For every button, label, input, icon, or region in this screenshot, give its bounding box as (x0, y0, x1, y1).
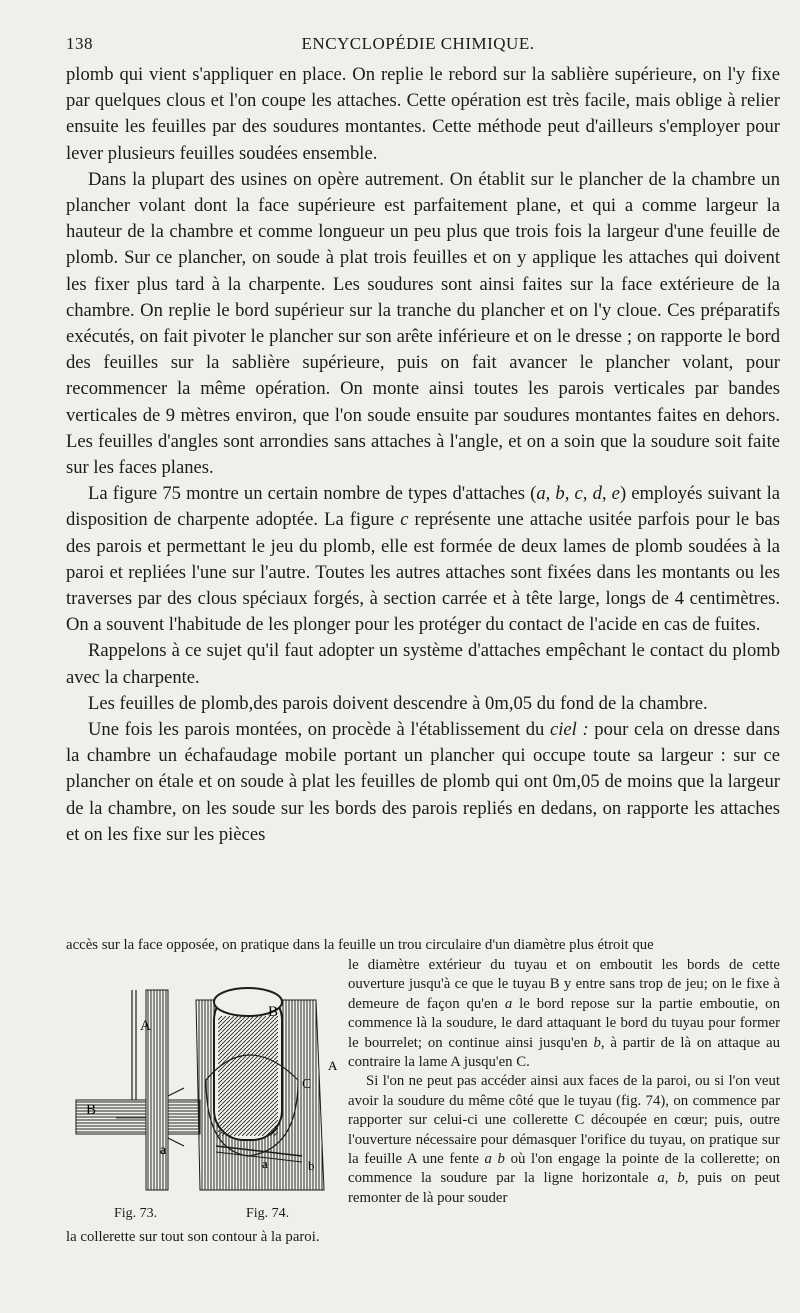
page-number: 138 (66, 34, 93, 53)
paragraph-2: Dans la plupart des usines on opère autrement. On établit sur le plancher de la chambre un plancher volant dont la face supérieure est parfaitement plane, et qui a comme largeur la hauteur de la chambre et comme longueur un peu plus que trois fois la largeur d'une feuille de plomb. Sur ce plancher, on soude à plat trois feuilles et on y applique les attaches qui doivent les fixer plus tard à la charpente. Les soudures sont ainsi faites sur la face extérieure de la chambre. On replie le bord supérieur sur la tranche du plancher et on l'y cloue. Ces préparatifs exécutés, on fait pivoter le plancher sur son arête inférieure et on le dresse ; on rapporte le bord des feuilles sur la sablière supérieure, puis on fait avancer le plancher volant, pour recommencer la même opération. On monte ainsi toutes les parois verticales par bandes verticales de 9 mètres environ, que l'on soude ensuite par soudures montantes faites en dehors. Les feuilles d'angles sont arrondies sans attaches à l'angle, et on a soin que la soudure soit faite sur les faces planes. (66, 168, 780, 479)
p3-part-d: représente une attache usitée parfois pour le bas des parois et permettant le jeu du plomb, elle est formée de deux lames de plomb soudées à la paroi et repliées l'une sur l'autre. Toutes les autres attaches sont fixées dans les montants ou les traverses par des clous spéciaux forgés, à section carrée et à tête large, longs de 4 centimètres. On a souvent l'habitude de les plonger pour les protéger du contact de l'acide en cas de fuites. (66, 509, 780, 636)
p3-fig-c: c (400, 509, 409, 531)
paragraph-6 (66, 717, 780, 848)
fig74-caption: Fig. 74. (246, 1206, 290, 1221)
label-b-right: b (308, 1158, 315, 1173)
col-p2-b: où l'on engage la pointe de la collerette; on commence la soudure par la ligne horizontale (348, 1151, 780, 1187)
p3-part-a: La figure 75 montre un certain nombre de types d'attaches ( (88, 483, 537, 505)
fig73-caption: Fig. 73. (114, 1206, 158, 1221)
paragraph-4: Rappelons à ce sujet qu'il faut adopter un système d'attaches empêchant le contact du plomb avec la charpente. (66, 640, 780, 688)
label-B-left: B (86, 1102, 97, 1118)
label-a-right: a (262, 1156, 268, 1171)
page-header (66, 34, 770, 60)
col-p2-a: Si l'on ne peut pas accéder ainsi aux faces de la paroi, ou si l'on veut avoir la soudure du même côté que le tuyau (fig. 74), on commence par rapporter sur celui-ci une collerette C découpée en cœur; puis, outre l'ouverture nécessaire pour démasquer l'orifice du tuyau, on pratique sur la feuille A une fente (348, 1073, 780, 1168)
paragraph-5: Les feuilles de plomb,des parois doivent descendre à 0m,05 du fond de la chambre. (88, 692, 708, 714)
p3-part-b: ) employés suivant la disposition de charpente adoptée. La figure (66, 483, 780, 531)
lower-last-line: la collerette sur tout son contour à la paroi. (66, 1229, 320, 1245)
label-a-left: a (160, 1143, 167, 1158)
col-p1-letter-a: a (504, 995, 513, 1012)
col-p1-a: le diamètre extérieur du tuyau et on emboutit les bords de cette ouverture jusqu'à ce que le tuyau B y entre sans trop de jeu; on le fixe à demeure de façon qu'en (348, 957, 780, 1012)
figure-illustration (66, 960, 340, 1200)
p6-part-a: Une fois les parois montées, on procède à l'établissement du (88, 719, 550, 741)
col-paragraph-2 (348, 1072, 780, 1208)
label-A-right: A (328, 1058, 338, 1073)
col-p2-c: puis on peut remonter de là pour souder (348, 1170, 780, 1206)
lower-first-line: accès sur la face opposée, on pratique dans la feuille un trou circulaire d'un diamètre plus étroit que (66, 937, 654, 953)
right-column-text (348, 956, 780, 1208)
main-text (66, 62, 780, 848)
label-C-right: C (302, 1077, 312, 1092)
lower-section (66, 936, 780, 1245)
col-paragraph-1 (348, 956, 780, 1072)
paragraph-1: plomb qui vient s'appliquer en place. On replie le rebord sur la sablière supérieure, on l'y fixe par quelques clous et l'on coupe les attaches. Cette opération est très facile, mais oblige à relier ensuite les feuilles par des soudures montantes. Cette méthode peut d'ailleurs s'employer pour lever plusieurs feuilles soudées ensemble. (66, 64, 780, 164)
p6-ciel: ciel : (549, 719, 589, 741)
figures-73-74 (66, 960, 340, 1228)
col-p2-ab: a b (484, 1151, 505, 1168)
p3-letters: a, b, c, d, e (536, 483, 620, 505)
p6-part-b: pour cela on dresse dans la chambre un échafaudage mobile portant un plancher qui occupe toute sa largeur : sur ce plancher on étale et on soude à plat les feuilles de plomb qui ont 0m,05 de moins que la largeur de la chambre, on les soude sur les bords des parois repliés en dedans, on rapporte les attaches et on les fixe sur les pièces (66, 719, 780, 845)
col-p1-letter-b: b (593, 1034, 601, 1051)
col-p2-letters: a, b, (657, 1170, 689, 1187)
label-B-right: B (268, 1004, 279, 1020)
col-p1-c: , à partir de là on attaque au contraire la lame A jusqu'en C. (348, 1034, 780, 1071)
running-title: ENCYCLOPÉDIE CHIMIQUE. (301, 34, 535, 53)
paragraph-3 (66, 481, 780, 638)
fig73-drawing (76, 990, 200, 1190)
col-p1-b: le bord repose sur la partie emboutie, on commence là la soudure, le dard attaquant le bord du tuyau pour former le bourrelet; on continue ainsi jusqu'en (348, 995, 780, 1051)
label-A-left: A (140, 1018, 151, 1034)
